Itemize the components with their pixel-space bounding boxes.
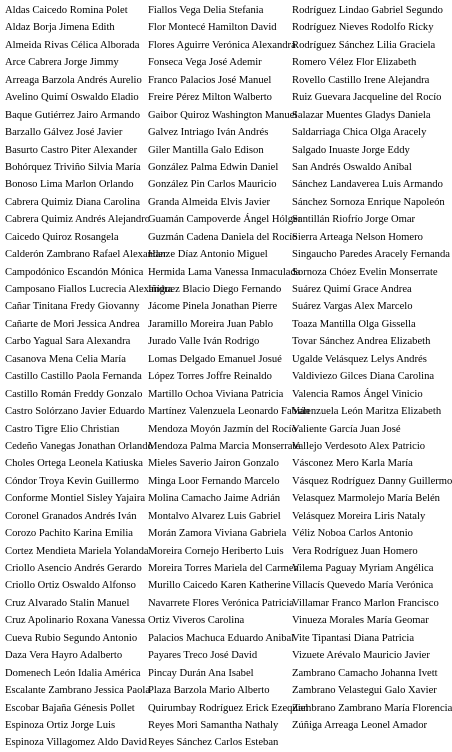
- name-entry: Rodríguez Sánchez Lilia Graciela: [292, 39, 436, 51]
- name-entry: Ugalde Velásquez Lelys Andrés: [292, 353, 427, 365]
- name-columns: [5, 2, 452, 752]
- name-entry: Calderón Zambrano Rafael Alexander: [5, 249, 167, 261]
- name-entry: Vallejo Verdesoto Alex Patricio: [292, 440, 426, 452]
- name-entry: Jurado Valle Iván Rodrigo: [148, 336, 260, 348]
- name-entry: Castro Solórzano Javier Eduardo: [5, 406, 145, 418]
- name-entry: Vite Tipantasi Diana Patricia: [292, 632, 415, 644]
- name-entry: Martillo Ochoa Viviana Patricia: [148, 388, 284, 400]
- name-entry: Lomas Delgado Emanuel Josué: [148, 353, 282, 365]
- name-column-1: [5, 2, 173, 752]
- name-entry: Aldaz Borja Jimena Edith: [5, 22, 115, 34]
- name-entry: Flor Montecé Hamilton David: [148, 22, 277, 34]
- name-entry: Valenzuela León Maritza Elizabeth: [292, 406, 442, 418]
- name-entry: Tovar Sánchez Andrea Elizabeth: [292, 336, 431, 348]
- name-column-2: [148, 2, 310, 752]
- name-entry: Montalvo Alvarez Luis Gabriel: [148, 510, 281, 522]
- name-entry: Palacios Machuca Eduardo Anibal: [148, 632, 295, 644]
- name-entry: Fonseca Vega José Ademir: [148, 57, 262, 69]
- name-entry: Campodónico Escandón Mónica: [5, 266, 144, 278]
- name-entry: Almeida Rivas Célica Alborada: [5, 39, 140, 51]
- name-entry: Fiallos Vega Delia Stefania: [148, 5, 264, 16]
- name-entry: Romero Vélez Flor Elizabeth: [292, 57, 417, 69]
- name-entry: Morán Zamora Viviana Gabriela: [148, 528, 287, 540]
- name-entry: Avelino Quimí Oswaldo Eladio: [5, 92, 139, 104]
- name-entry: Salgado Inuaste Jorge Eddy: [292, 144, 410, 156]
- name-entry: Flores Aguirre Verónica Alexandra: [148, 39, 296, 51]
- name-entry: Plaza Barzola Mario Alberto: [148, 685, 270, 697]
- name-entry: Giler Mantilla Galo Edison: [148, 144, 264, 156]
- name-entry: Rovello Castillo Irene Alejandra: [292, 74, 430, 86]
- name-entry: Gaibor Quiroz Washington Manuel: [148, 109, 298, 121]
- name-entry: Rodríguez Nieves Rodolfo Ricky: [292, 22, 434, 34]
- name-entry: Suárez Quimí Grace Andrea: [292, 284, 412, 295]
- name-entry: Arreaga Barzola Andrés Aurelio: [5, 74, 142, 86]
- name-entry: Velásquez Moreira Liris Nataly: [292, 510, 426, 522]
- name-entry: Zambrano Velastegui Galo Xavier: [292, 685, 437, 697]
- name-entry: Hermida Lama Vanessa Inmaculada: [148, 266, 301, 278]
- name-entry: Sierra Arteaga Nelson Homero: [292, 231, 423, 243]
- name-entry: Mendoza Palma Marcia Monserrate: [148, 440, 301, 452]
- name-entry: Molina Camacho Jaime Adrián: [148, 493, 281, 505]
- name-entry: Espinoza Villagomez Aldo David: [5, 737, 147, 749]
- name-entry: Carbo Yagual Sara Alexandra: [5, 336, 131, 348]
- name-entry: Saldarriaga Chica Olga Aracely: [292, 127, 427, 139]
- name-entry: Criollo Ortiz Oswaldo Alfonso: [5, 580, 136, 592]
- name-entry: Moreira Torres Mariela del Carmen: [148, 563, 299, 574]
- name-entry: Ruiz Guevara Jacqueline del Rocío: [292, 92, 442, 104]
- name-entry: Minga Loor Fernando Marcelo: [148, 475, 280, 487]
- name-entry: Salazar Muentes Gladys Daniela: [292, 109, 431, 121]
- name-entry: Domenech León Idalia América: [5, 667, 141, 679]
- name-entry: Ortiz Viveros Carolina: [148, 615, 245, 627]
- name-entry: Jácome Pinela Jonathan Pierre: [148, 301, 278, 313]
- name-column-3: [292, 2, 452, 752]
- name-entry: Vinueza Morales María Geomar: [292, 615, 429, 627]
- name-entry: Murillo Caicedo Karen Katherine: [148, 580, 291, 592]
- name-entry: Daza Vera Hayro Adalberto: [5, 650, 123, 662]
- name-entry: Sánchez Landaverea Luis Armando: [292, 179, 443, 191]
- name-entry: Zúñiga Arreaga Leonel Amador: [292, 719, 428, 731]
- name-entry: Criollo Asencio Andrés Gerardo: [5, 563, 142, 574]
- name-entry: San Andrés Oswaldo Aníbal: [292, 161, 412, 173]
- name-entry: Iñiguez Blacio Diego Fernando: [148, 284, 282, 295]
- name-entry: Toaza Mantilla Olga Gissella: [292, 318, 416, 330]
- name-entry: Escalante Zambrano Jessica Paola: [5, 685, 151, 697]
- name-entry: Payares Treco José David: [148, 650, 258, 662]
- name-entry: Véliz Noboa Carlos Antonio: [292, 528, 413, 540]
- name-entry: Singaucho Paredes Aracely Fernanda: [292, 249, 450, 261]
- name-entry: López Torres Joffre Reinaldo: [148, 371, 272, 383]
- name-entry: Caicedo Quiroz Rosangela: [5, 231, 119, 243]
- name-entry: Casanova Mena Celia María: [5, 353, 126, 365]
- name-entry: Coronel Granados Andrés Iván: [5, 510, 137, 522]
- name-entry: Rodríguez Lindao Gabriel Segundo: [292, 5, 443, 16]
- name-entry: Velasquez Marmolejo María Belén: [292, 493, 440, 505]
- name-entry: Cruz Alvarado Stalin Manuel: [5, 597, 130, 609]
- name-entry: Martínez Valenzuela Leonardo Fabián: [148, 406, 310, 418]
- name-entry: Galvez Intriago Iván Andrés: [148, 127, 269, 139]
- name-entry: Reyes Sánchez Carlos Esteban: [148, 737, 279, 749]
- name-entry: Castillo Román Freddy Gonzalo: [5, 388, 143, 400]
- name-entry: Corozo Pachito Karina Emilia: [5, 528, 133, 540]
- name-entry: Basurto Castro Piter Alexander: [5, 144, 138, 156]
- name-entry: Quirumbay Rodríguez Erick Ezequiel: [148, 702, 309, 714]
- name-entry: Castillo Castillo Paola Fernanda: [5, 371, 142, 383]
- name-entry: Choles Ortega Leonela Katiuska: [5, 458, 143, 470]
- name-entry: Valencia Ramos Ángel Vinicio: [292, 388, 423, 400]
- name-entry: Conforme Montiel Sisley Yajaira: [5, 493, 146, 505]
- name-entry: Vizuete Arévalo Mauricio Javier: [292, 650, 430, 662]
- name-entry: Pincay Durán Ana Isabel: [148, 667, 254, 679]
- name-entry: Sornoza Chóez Evelin Monserrate: [292, 266, 438, 278]
- name-entry: Bohórquez Triviño Silvia María: [5, 161, 141, 173]
- name-entry: Guzmán Cadena Daniela del Rocío: [148, 231, 298, 243]
- name-entry: Mendoza Moyón Jazmín del Rocío: [148, 423, 297, 435]
- name-entry: Arce Cabrera Jorge Jimmy: [5, 57, 119, 69]
- name-entry: Cueva Rubio Segundo Antonio: [5, 632, 138, 644]
- name-entry: Cortez Mendieta Mariela Yolanda: [5, 545, 149, 557]
- name-entry: Valdiviezo Gilces Diana Carolina: [292, 371, 435, 383]
- name-entry: Camposano Fiallos Lucrecia Alexandra: [5, 284, 173, 295]
- name-entry: Navarrete Flores Verónica Patricia: [148, 597, 294, 609]
- name-entry: Espinoza Ortiz Jorge Luis: [5, 719, 116, 731]
- name-entry: Franco Palacios José Manuel: [148, 74, 272, 86]
- name-entry: Jaramillo Moreira Juan Pablo: [148, 318, 274, 330]
- name-entry: Cóndor Troya Kevin Guillermo: [5, 475, 139, 487]
- name-entry: Freire Pérez Milton Walberto: [148, 92, 272, 104]
- name-entry: Reyes Mori Samantha Nathaly: [148, 719, 279, 731]
- name-entry: Hanze Díaz Antonio Miguel: [148, 249, 268, 261]
- name-entry: Escobar Bajaña Génesis Pollet: [5, 702, 135, 714]
- name-entry: Barzallo Gálvez José Javier: [5, 127, 123, 139]
- name-entry: Sánchez Sornoza Enrique Napoleón: [292, 196, 445, 208]
- name-entry: Suárez Vargas Alex Marcelo: [292, 301, 413, 313]
- name-entry: Vásconez Mero Karla María: [292, 458, 413, 470]
- name-entry: Valiente García Juan José: [292, 423, 401, 435]
- name-entry: Zambrano Camacho Johanna Ivett: [292, 667, 438, 679]
- name-entry: González Pin Carlos Mauricio: [148, 179, 277, 191]
- name-entry: Granda Almeida Elvis Javier: [148, 196, 271, 208]
- name-entry: Baque Gutiérrez Jairo Armando: [5, 109, 141, 121]
- name-entry: Vásquez Rodríguez Danny Guillermo: [292, 475, 452, 487]
- name-entry: González Palma Edwin Daniel: [148, 161, 279, 173]
- name-entry: Zambrano Zambrano María Florencia: [292, 702, 452, 714]
- name-entry: Cabrera Quimiz Andrés Alejandro: [5, 214, 151, 226]
- name-entry: Mieles Saverio Jairon Gonzalo: [148, 458, 279, 470]
- name-entry: Cabrera Quimiz Diana Carolina: [5, 196, 141, 208]
- name-entry: Santillán Riofrío Jorge Omar: [292, 214, 416, 226]
- name-entry: Castro Tigre Elio Christian: [5, 423, 120, 435]
- name-entry: Bonoso Lima Marlon Orlando: [5, 179, 134, 191]
- name-entry: Villacís Quevedo María Verónica: [292, 580, 434, 592]
- name-entry: Vera Rodríguez Juan Homero: [292, 545, 418, 557]
- name-entry: Cañar Tinitana Fredy Giovanny: [5, 301, 140, 313]
- name-entry: Cañarte de Mori Jessica Andrea: [5, 318, 140, 330]
- name-entry: Cruz Apolinario Roxana Vanessa: [5, 615, 146, 627]
- name-entry: Villamar Franco Marlon Francisco: [292, 597, 439, 609]
- name-entry: Cedeño Vanegas Jonathan Orlando: [5, 440, 153, 452]
- name-entry: Moreira Cornejo Heriberto Luis: [148, 545, 284, 557]
- name-entry: Guamán Campoverde Ángel Hólger: [148, 214, 302, 226]
- name-entry: Aldas Caicedo Romina Polet: [5, 5, 128, 16]
- name-entry: Vilema Paguay Myriam Angélica: [292, 563, 434, 574]
